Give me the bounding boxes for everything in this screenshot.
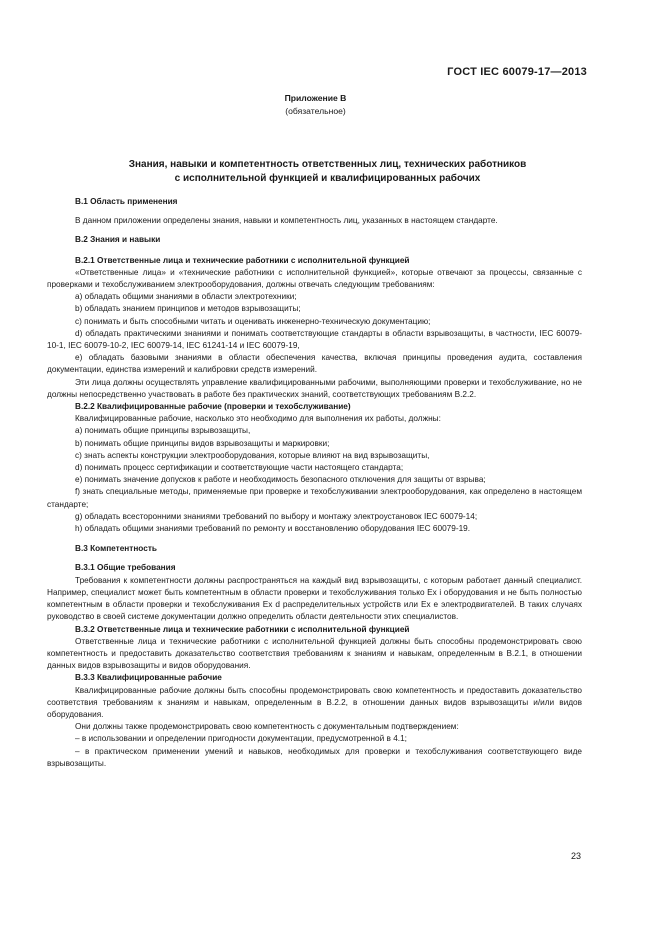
list-item: b) понимать общие принципы видов взрывозащиты и маркировки;: [75, 438, 330, 448]
list-item: с) знать аспекты конструкции электрооборудования, которые влияют на вид взрывозащиты,: [75, 450, 430, 460]
section-b31-text: Требования к компетентности должны распространяться на каждый вид взрывозащиты, с которым работает данный специалист. Например, специалист может быть компетентным в области проверки и техобслуживания только Ex i оборудования и не быть полностью компетентным в области проверки и техобслуживания Ex d распределительных устройств или Ex e электродвигателей. В таких случаях руководство в своей системе документации должно определить области деятельности этих специалистов.: [47, 575, 582, 622]
list-item: h) обладать общими знаниями требований по ремонту и восстановлению оборудования IEC 60079-19.: [75, 524, 471, 534]
section-b2-heading: В.2 Знания и навыки: [75, 235, 161, 245]
page-number: 23: [570, 851, 581, 861]
section-b32-heading: В.3.2 Ответственные лица и технические работники с исполнительной функцией: [75, 624, 410, 634]
section-b21-heading: В.2.1 Ответственные лица и технические работники с исполнительной функцией: [75, 255, 410, 265]
list-item: а) понимать общие принципы взрывозащиты,: [75, 426, 251, 436]
section-b21-intro: «Ответственные лица» и «технические работники с исполнительной функцией», которые отвечают за процессы, связанные с проверками и техобслуживанием электрооборудования, должны отвечать следующим требованиям:: [47, 267, 582, 290]
section-b32-text: Ответственные лица и технические работники с исполнительной функцией должны быть способны продемонстрировать свою компетентность и предоставить доказательство соответствия требованиям к знаниям и навыкам, определенным в В.2.1, в отношении данных видов взрывозащиты и видов оборудования.: [47, 636, 582, 671]
appendix-title: Приложение В: [284, 93, 347, 103]
section-b33-text2: Они должны также продемонстрировать свою компетентность с документальным подтверждением:: [75, 722, 459, 732]
list-item: d) обладать практическими знаниями и понимать соответствующие стандарты в области взрывозащиты, в частности, IEC 60079-10-1, IEC 60079-10-2, IEC 60079-14, IEC 61241-14 и IEC 60079-19,: [47, 328, 582, 351]
list-item: f) знать специальные методы, применяемые при проверке и техобслуживании электрооборудования, как определено в настоящем стандарте;: [47, 487, 582, 509]
list-item: d) понимать процесс сертификации и соответствующие части настоящего стандарта;: [75, 463, 404, 473]
list-item: с) понимать и быть способными читать и оценивать инженерно-техническую документацию;: [75, 316, 431, 326]
title-line-2: с исполнительной функцией и квалифицированных рабочих: [174, 173, 481, 184]
list-item: а) обладать общими знаниями в области электротехники;: [75, 292, 297, 302]
document-body: [47, 196, 582, 770]
section-b33-text: Квалифицированные рабочие должны быть способны продемонстрировать свою компетентность и предоставить доказательство соответствия требованиям к знаниям и навыкам, определенным в В.2.2, в отношении данных видов взрывозащиты и/или видов оборудования.: [47, 685, 582, 719]
section-b1-heading: В.1 Область применения: [75, 197, 178, 206]
list-item: е) понимать значение допусков к работе и необходимость безопасного отключения для защиты от взрыва;: [75, 475, 486, 485]
list-item: b) обладать знанием принципов и методов взрывозащиты;: [75, 304, 301, 314]
list-item: g) обладать всесторонними знаниями требований по выбору и монтажу электроустановок IEC 60079-14;: [75, 511, 478, 521]
standard-number: ГОСТ IEC 60079-17—2013: [447, 66, 587, 78]
section-b31-heading: В.3.1 Общие требования: [75, 563, 176, 573]
section-b22-heading: В.2.2 Квалифицированные рабочие (проверки и техобслуживание): [75, 402, 351, 412]
list-item: е) обладать базовыми знаниями в области обеспечения качества, включая принципы проведения аудита, составления документации, единства измерений и калибровки средств измерений.: [47, 353, 582, 375]
list-item: – в практическом применении умений и навыков, необходимых для проверки и техобслуживания соответствующего виде взрывозащиты.: [47, 746, 582, 768]
title-line-1: Знания, навыки и компетентность ответственных лиц, технических работников: [128, 159, 527, 170]
appendix-status: (обязательное): [285, 106, 346, 116]
section-b22-intro: Квалифицированные рабочие, насколько это необходимо для выполнения их работы, должны:: [75, 414, 441, 424]
section-b1-text: В данном приложении определены знания, навыки и компетентность лиц, указанных в настоящем стандарте.: [75, 216, 498, 226]
list-item: – в использовании и определении пригодности документации, предусмотренной в 4.1;: [75, 734, 407, 744]
section-b33-heading: В.3.3 Квалифицированные рабочие: [75, 673, 222, 683]
section-b21-closing: Эти лица должны осуществлять управление квалифицированными рабочими, выполняющими проверки и техобслуживание, но не должны непосредственно участвовать в работе без практических знаний, соответствующих требованиям В.2.2.: [47, 377, 582, 399]
document-title: [60, 158, 595, 186]
appendix-heading: [0, 92, 631, 118]
section-b3-heading: В.3 Компетентность: [75, 544, 157, 554]
